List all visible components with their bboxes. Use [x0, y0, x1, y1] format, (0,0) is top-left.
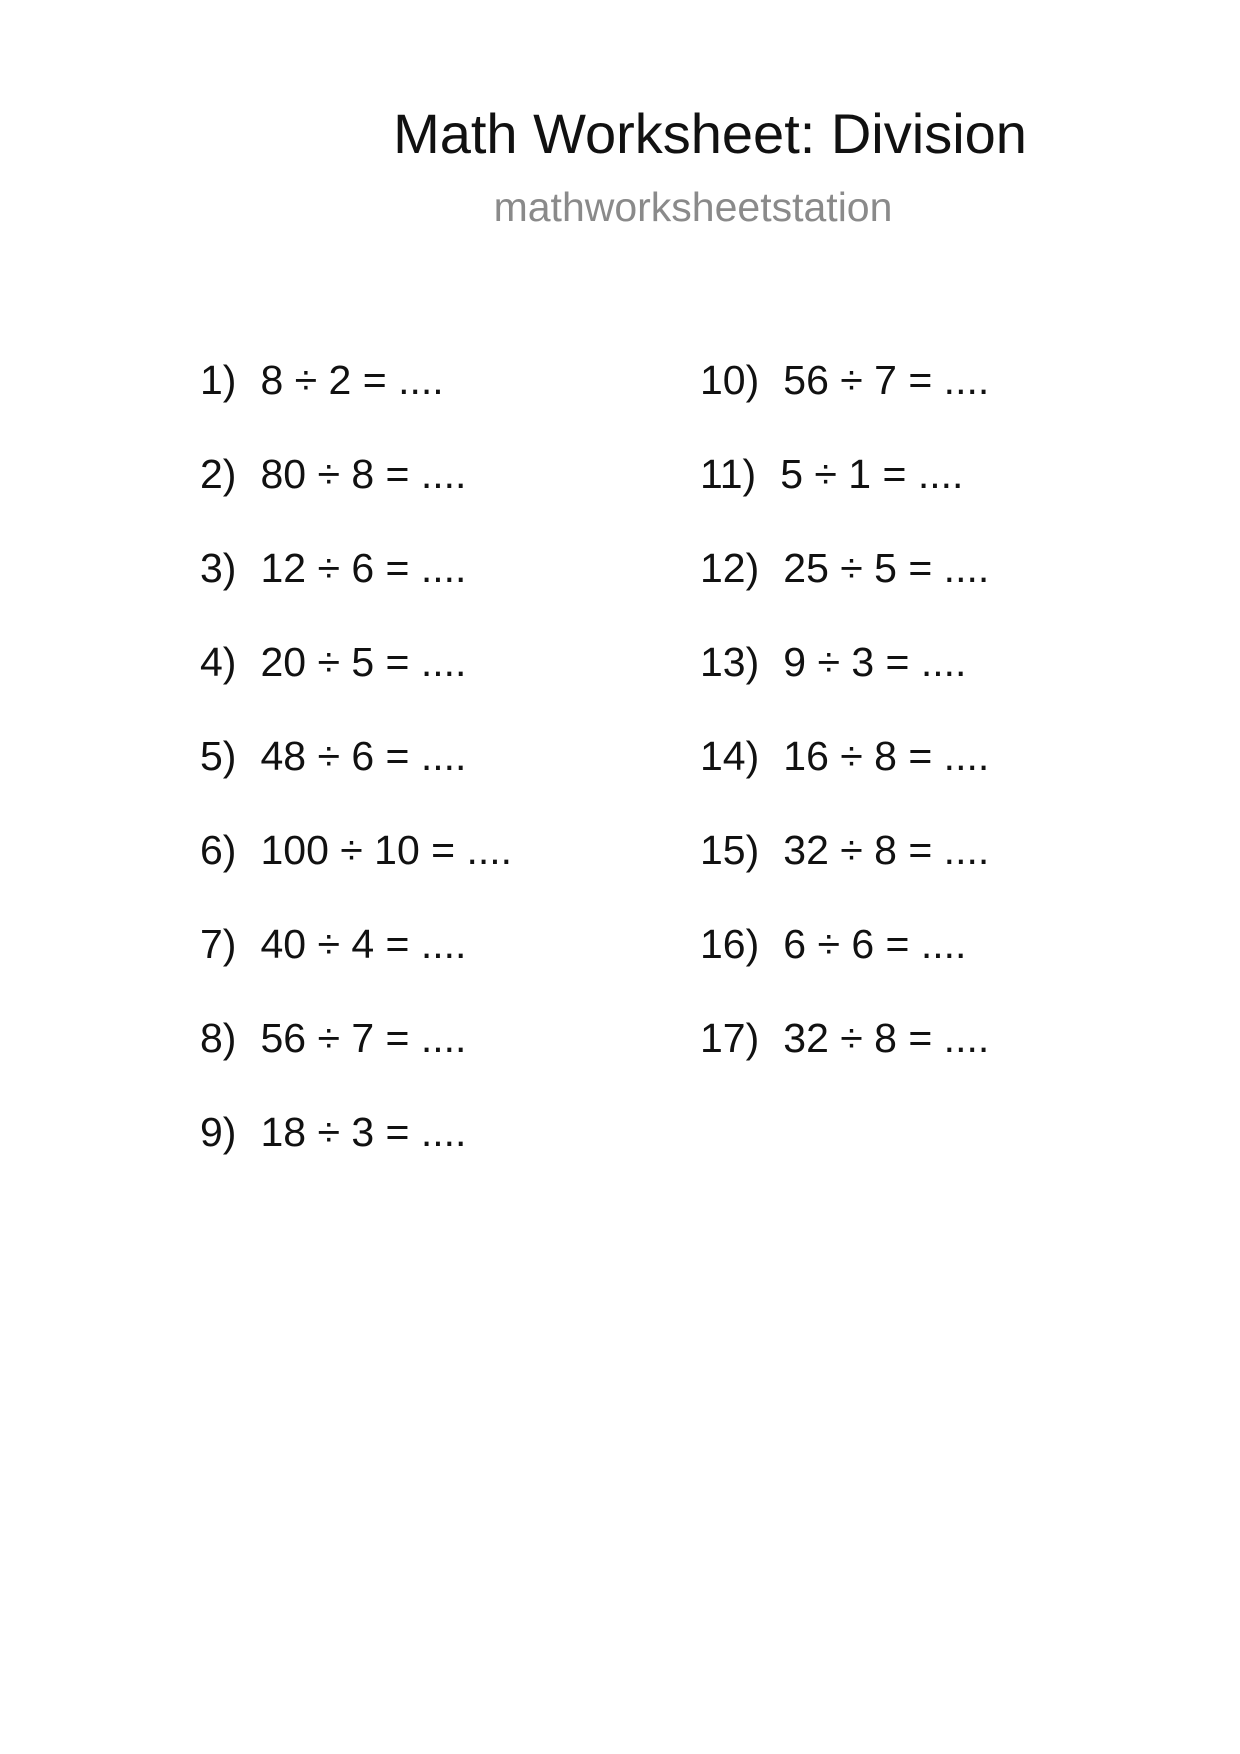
problem-number: 9) — [200, 1109, 237, 1155]
problem-number: 7) — [200, 921, 237, 967]
problem-expression: 6 ÷ 6 = .... — [783, 921, 967, 967]
problem-10 — [700, 350, 989, 410]
problem-number: 2) — [200, 451, 237, 497]
problem-number: 8) — [200, 1015, 237, 1061]
problem-expression: 16 ÷ 8 = .... — [783, 733, 990, 779]
problem-2 — [200, 444, 466, 504]
problem-number: 1) — [200, 357, 237, 403]
problem-number: 16) — [700, 921, 760, 967]
problem-3 — [200, 538, 466, 598]
problem-expression: 40 ÷ 4 = .... — [260, 921, 467, 967]
problem-expression: 9 ÷ 3 = .... — [783, 639, 967, 685]
problem-number: 15) — [700, 827, 760, 873]
problem-expression: 18 ÷ 3 = .... — [260, 1109, 467, 1155]
problem-5 — [200, 726, 466, 786]
problem-expression: 32 ÷ 8 = .... — [783, 1015, 990, 1061]
problem-6 — [200, 820, 512, 880]
problem-15 — [700, 820, 989, 880]
problem-12 — [700, 538, 989, 598]
problem-16 — [700, 914, 966, 974]
problem-expression: 80 ÷ 8 = .... — [260, 451, 467, 497]
problem-expression: 5 ÷ 1 = .... — [780, 451, 964, 497]
problem-number: 12) — [700, 545, 760, 591]
problem-4 — [200, 632, 466, 692]
problem-expression: 56 ÷ 7 = .... — [260, 1015, 467, 1061]
problem-number: 6) — [200, 827, 237, 873]
problem-expression: 8 ÷ 2 = .... — [260, 357, 444, 403]
problem-expression: 48 ÷ 6 = .... — [260, 733, 467, 779]
problem-13 — [700, 632, 966, 692]
problem-number: 3) — [200, 545, 237, 591]
problem-number: 4) — [200, 639, 237, 685]
problem-number: 10) — [700, 357, 760, 403]
problem-1 — [200, 350, 444, 410]
problem-number: 11) — [700, 451, 757, 497]
problem-expression: 25 ÷ 5 = .... — [783, 545, 990, 591]
problem-11 — [700, 444, 963, 504]
problem-number: 5) — [200, 733, 237, 779]
problem-17 — [700, 1008, 989, 1068]
problem-8 — [200, 1008, 466, 1068]
problem-expression: 12 ÷ 6 = .... — [260, 545, 467, 591]
problem-expression: 56 ÷ 7 = .... — [783, 357, 990, 403]
problem-expression: 100 ÷ 10 = .... — [260, 827, 513, 873]
problem-7 — [200, 914, 466, 974]
worksheet-subtitle — [0, 182, 1240, 232]
problem-number: 14) — [700, 733, 760, 779]
problem-expression: 20 ÷ 5 = .... — [260, 639, 467, 685]
problem-number: 17) — [700, 1015, 760, 1061]
problem-14 — [700, 726, 989, 786]
problem-expression: 32 ÷ 8 = .... — [783, 827, 990, 873]
problem-number: 13) — [700, 639, 760, 685]
worksheet-title-text: Math Worksheet: Division — [393, 102, 1027, 165]
problem-9 — [200, 1102, 466, 1162]
worksheet-subtitle-text: mathworksheetstation — [493, 184, 893, 230]
worksheet-title — [0, 98, 1240, 170]
